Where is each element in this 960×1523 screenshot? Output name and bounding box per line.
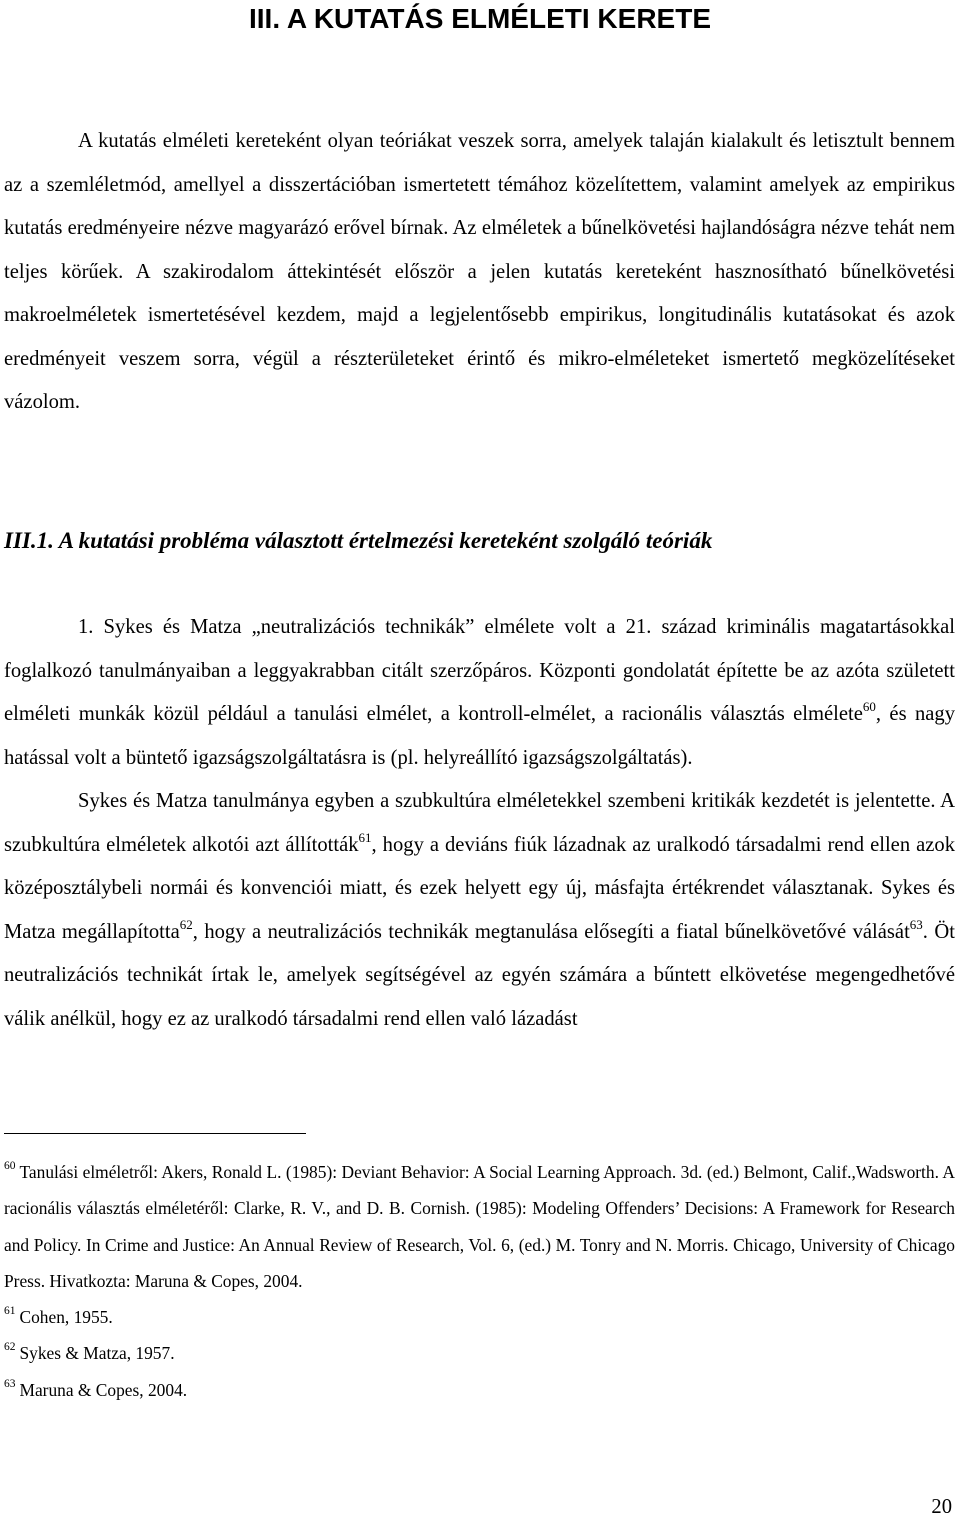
- section-heading: III.1. A kutatási probléma választott értelmezési kereteként szolgáló teóriák: [4, 528, 713, 553]
- footnote-ref-62[interactable]: 62: [179, 916, 193, 932]
- paragraph-text: Sykes és Matza tanulmánya egyben a szubkultúra elméletekkel szembeni kritikák kezdetét is jelentette. A szubkultúra elméletek alkotói azt állították: [4, 790, 955, 856]
- footnote-mark: 63: [4, 1377, 16, 1390]
- footnote: [4, 1154, 955, 1299]
- footnote: [4, 1335, 955, 1371]
- chapter-title: III. A KUTATÁS ELMÉLETI KERETE: [249, 3, 711, 34]
- footnotes: [4, 1154, 955, 1408]
- footnote: [4, 1372, 955, 1408]
- footnote: [4, 1299, 955, 1335]
- intro-section: [4, 120, 955, 425]
- footnote-mark: 60: [4, 1160, 16, 1172]
- paragraph-text: , és nagy hatással volt a büntető igazságszolgáltatásra is (pl. helyreállító igazságszolgáltatás).: [4, 703, 956, 769]
- footnote-ref-61[interactable]: 61: [358, 829, 372, 845]
- footnote-text: Cohen, 1955.: [19, 1307, 113, 1328]
- page-number: 20: [931, 1496, 952, 1518]
- section-body: [4, 606, 955, 1041]
- footnote-mark: 61: [4, 1305, 16, 1318]
- intro-paragraph: A kutatás elméleti kereteként olyan teóriákat veszek sorra, amelyek talaján kialakult és letisztult bennem az a szemléletmód, amellyel a disszertációban ismertetett témához közelítettem, valamint amelyek az empirikus kutatás eredményeire nézve magyarázó erővel bírnak. Az elméletek a bűnelkövetési hajlandóságra nézve tehát nem teljes körűek. A szakirodalom áttekintését először a jelen kutatás kereteként hasznosítható bűnelkövetési makroelméletek ismertetésével kezdem, majd a legjelentősebb empirikus, longitudinális kutatásokat és azok eredményeit veszem sorra, végül a részterületeket érintő és mikro-elméleteket ismertető megközelítéseket vázolom.: [4, 130, 955, 413]
- paragraph-subculture-critique: [4, 780, 955, 1041]
- paragraph-text: 1. Sykes és Matza „neutralizációs technikák” elmélete volt a 21. század kriminális magatartásokkal foglalkozó tanulmányaiban a leggyakrabban citált szerzőpáros. Központi gondolatát építette be az azóta született elméleti munkák közül például a tanulási elmélet, a kontroll-elmélet, a racionális választás elmélete: [4, 616, 955, 725]
- footnote-divider: [4, 1133, 306, 1134]
- paragraph-text: , hogy a deviáns fiúk lázadnak az uralkodó társadalmi rend ellen azok középosztálybeli normái és konvenciói miatt, és ezek helyett egy új, másfajta értékrendet választanak. Sykes és Matza megállapította: [4, 833, 955, 943]
- footnote-mark: 62: [4, 1341, 16, 1354]
- footnote-text: Sykes & Matza, 1957.: [19, 1343, 175, 1364]
- footnote-ref-60[interactable]: 60: [862, 699, 876, 714]
- footnote-text: Tanulási elméletről: Akers, Ronald L. (1985): Deviant Behavior: A Social Learning Approach. 3d. (ed.) Belmont, Calif.,Wadsworth. A racionális választás elméletéről: Clarke, R. V., and D. B. Cornish. (1985): Modeling Offenders’ Decisions: A Framework for Research and Policy. In Crime and Justice: An Annual Review of Research, Vol. 6, (ed.) M. Tonry and N. Morris. Chicago, University of Chicago Press. Hivatkozta: Maruna & Copes, 2004.: [4, 1162, 955, 1291]
- paragraph-text: , hogy a neutralizációs technikák megtanulása elősegíti a fiatal bűnelkövetővé válását: [192, 920, 910, 943]
- footnote-ref-63[interactable]: 63: [909, 916, 923, 932]
- paragraph-text: . Öt neutralizációs technikát írtak le, amelyek segítségével az egyén számára a bűntett elkövetése megengedhetővé válik anélkül, hogy ez az uralkodó társadalmi rend ellen való lázadást: [4, 920, 956, 1030]
- footnote-text: Maruna & Copes, 2004.: [19, 1379, 188, 1400]
- paragraph-sykes-matza-theory: [4, 606, 955, 780]
